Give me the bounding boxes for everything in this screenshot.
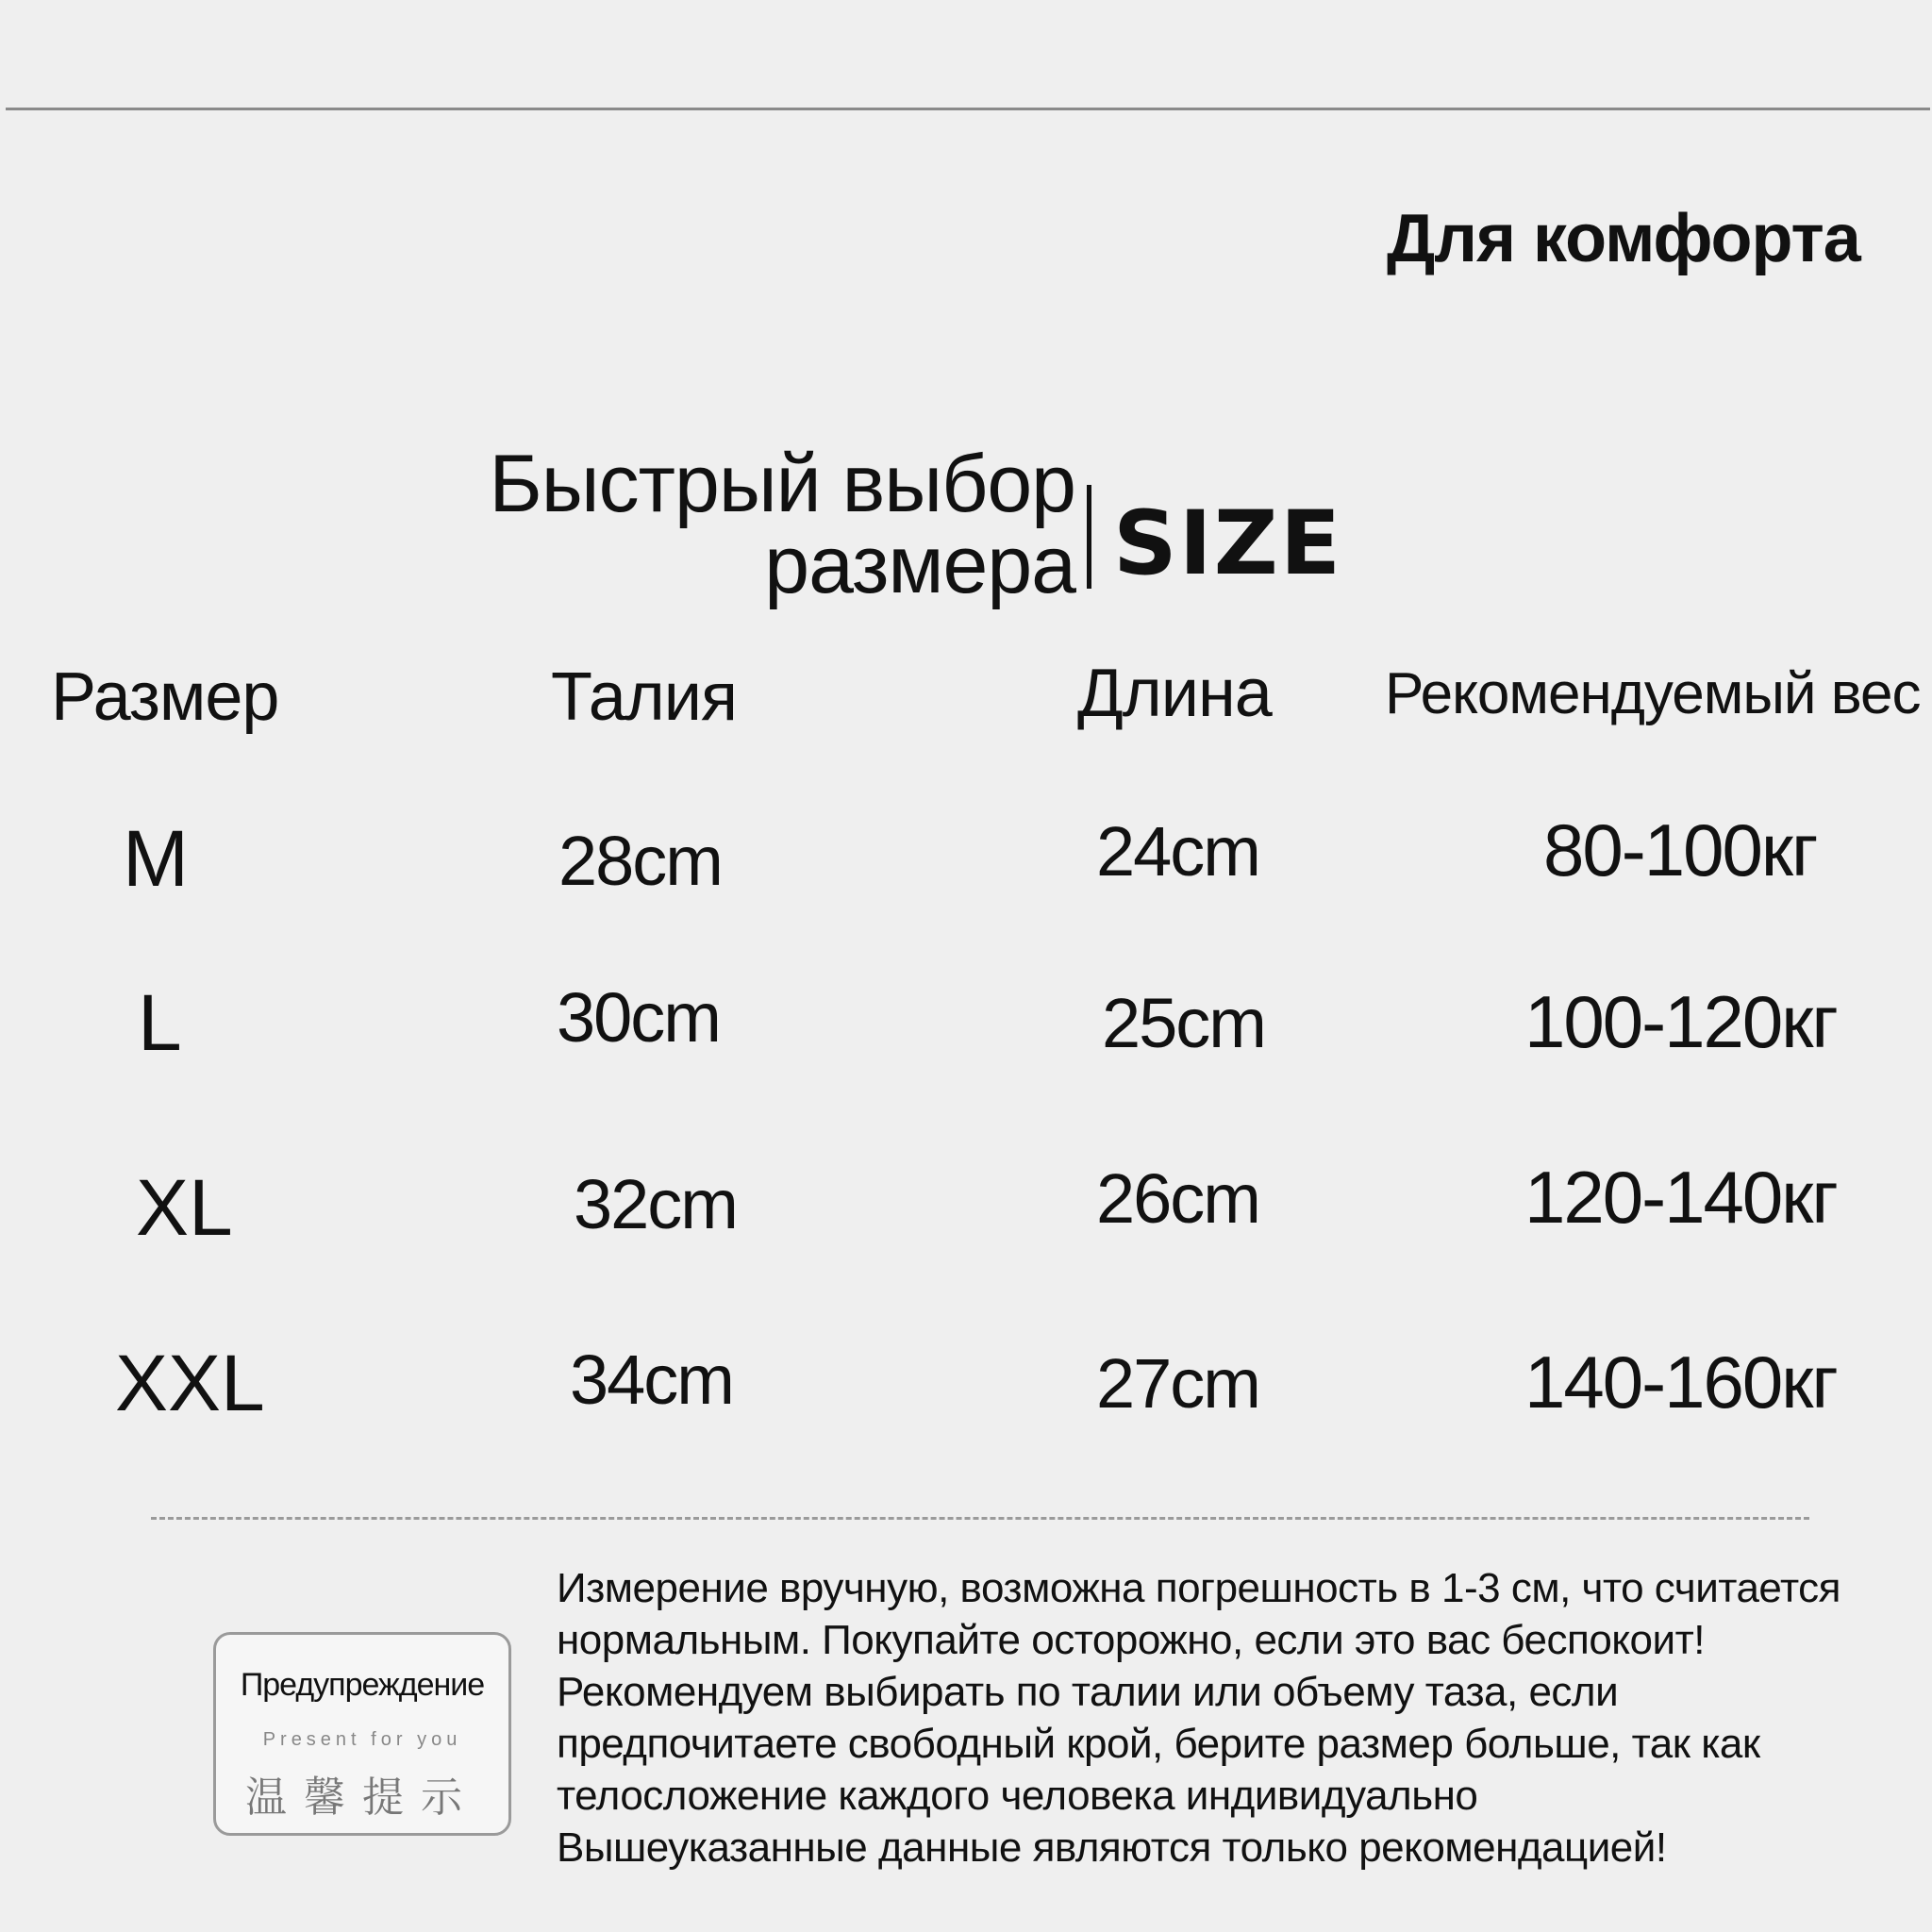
note-line: телосложение каждого человека индивидуально: [557, 1773, 1478, 1819]
row-length: 25cm: [1102, 984, 1265, 1062]
header-waist: Талия: [551, 659, 738, 735]
row-waist: 34cm: [570, 1341, 733, 1419]
header-length: Длина: [1077, 656, 1272, 731]
header-size: Размер: [51, 659, 279, 735]
title-line-2: размера: [764, 520, 1075, 610]
warning-chinese: 温馨提示: [245, 1774, 479, 1822]
row-weight: 140-160кг: [1524, 1341, 1837, 1424]
note-line: предпочитаете свободный крой, берите размер больше, так как: [557, 1721, 1760, 1767]
row-waist: 30cm: [557, 978, 720, 1057]
row-size: XL: [136, 1163, 233, 1252]
note-line: Рекомендуем выбирать по талии или объему таза, если: [557, 1669, 1619, 1715]
size-chart-title: [415, 439, 1358, 623]
note-line: Вышеуказанные данные являются только рекомендацией!: [557, 1824, 1667, 1871]
row-waist: 28cm: [558, 822, 722, 900]
row-length: 24cm: [1096, 812, 1259, 891]
row-waist: 32cm: [574, 1165, 737, 1243]
title-english: SIZE: [1113, 492, 1343, 595]
row-size: M: [123, 814, 189, 903]
warning-badge: [213, 1632, 511, 1836]
comfort-tagline: Для комфорта: [1387, 201, 1860, 276]
note-line: нормальным. Покупайте осторожно, если это вас беспокоит!: [557, 1617, 1705, 1663]
title-separator: [1087, 485, 1091, 589]
title-line-1: Быстрый выбор: [489, 439, 1075, 529]
title-russian: [489, 439, 1075, 610]
row-size: L: [138, 978, 182, 1067]
row-weight: 80-100кг: [1543, 808, 1817, 891]
header-weight: Рекомендуемый вес: [1385, 661, 1921, 726]
warning-title: Предупреждение: [240, 1667, 485, 1703]
note-line: Измерение вручную, возможна погрешность в 1-3 см, что считается: [557, 1565, 1840, 1611]
row-weight: 100-120кг: [1524, 980, 1837, 1063]
row-weight: 120-140кг: [1524, 1156, 1837, 1239]
row-length: 26cm: [1096, 1159, 1259, 1238]
dashed-divider: [151, 1517, 1809, 1520]
warning-subtitle: Present for you: [262, 1729, 462, 1750]
top-divider: [6, 108, 1930, 110]
row-size: XXL: [115, 1339, 265, 1427]
row-length: 27cm: [1096, 1344, 1259, 1423]
notes-block: [557, 1562, 1915, 1874]
